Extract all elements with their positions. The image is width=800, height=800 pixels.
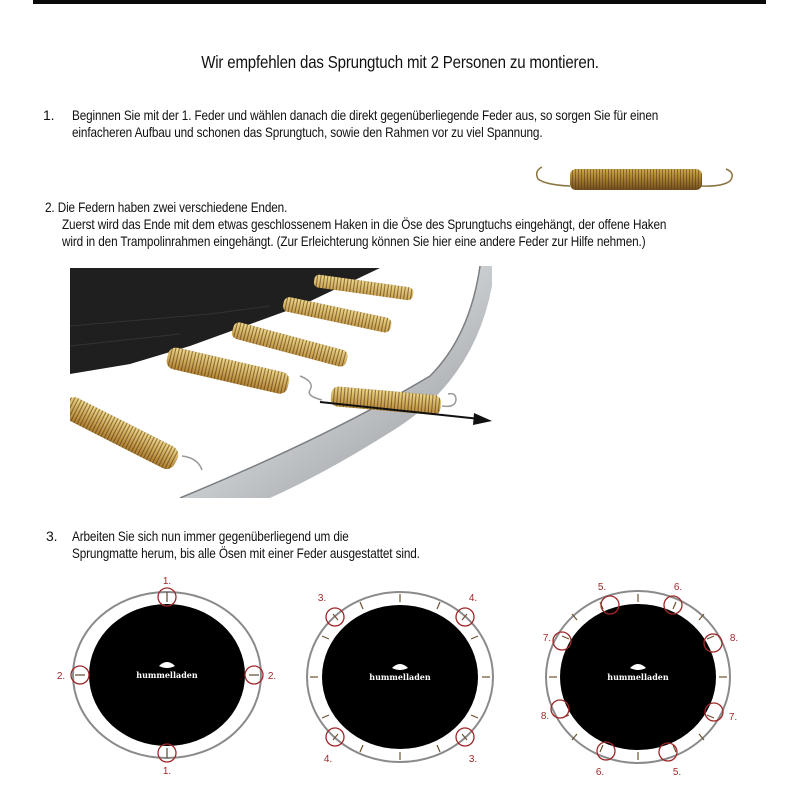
trampoline-diagram-step-1-2 [47, 572, 287, 792]
step-2-line-1: 2. Die Federn haben zwei verschiedene Enden. [45, 199, 288, 215]
svg-text:5.: 5. [672, 767, 682, 778]
spring-icon [528, 161, 740, 195]
svg-text:7.: 7. [728, 712, 738, 723]
step-2 [45, 199, 800, 250]
step-1-number: 1. [43, 107, 55, 123]
brand-logo-text: hummelladen [136, 670, 198, 680]
step-3-line-2: Sprungmatte herum, bis alle Ösen mit einer Feder ausgestattet sind. [72, 545, 420, 561]
svg-text:1.: 1. [162, 576, 172, 587]
top-border-bar [33, 0, 766, 4]
svg-text:2.: 2. [267, 671, 277, 682]
svg-text:4.: 4. [468, 593, 478, 604]
svg-text:3.: 3. [317, 593, 327, 604]
trampoline-diagram-step-3-4 [285, 572, 525, 792]
step-2-line-3: wird in den Trampolinrahmen eingehängt. (Zur Erleichterung können Sie hier eine andere Feder zur Hilfe nehmen.) [62, 233, 646, 249]
svg-text:5.: 5. [597, 582, 607, 593]
page-title: Wir empfehlen das Sprungtuch mit 2 Personen zu montieren. [201, 52, 599, 72]
svg-text:3.: 3. [468, 754, 478, 765]
svg-text:7.: 7. [542, 633, 552, 644]
step-2-line-2: Zuerst wird das Ende mit dem etwas geschlossenem Haken in die Öse des Sprungtuchs eingehängt, der offene Haken [62, 216, 667, 232]
step-1-line-1: Beginnen Sie mit der 1. Feder und wählen danach die direkt gegenüberliegende Feder aus, so sorgen Sie für einen [72, 107, 659, 123]
svg-text:hummelladen: hummelladen [607, 672, 669, 682]
svg-text:8.: 8. [540, 711, 550, 722]
svg-text:1.: 1. [162, 766, 172, 777]
svg-text:2.: 2. [56, 671, 66, 682]
svg-text:8.: 8. [729, 633, 739, 644]
trampoline-springs-photo [70, 266, 492, 498]
svg-text:6.: 6. [673, 582, 683, 593]
svg-text:hummelladen: hummelladen [369, 672, 431, 682]
trampoline-diagram-step-5-8 [520, 572, 760, 792]
step-3-number: 3. [46, 528, 58, 544]
svg-text:4.: 4. [323, 754, 333, 765]
step-1-line-2: einfacheren Aufbau und schonen das Sprungtuch, sowie den Rahmen vor zu viel Spannung. [72, 124, 543, 140]
svg-text:6.: 6. [595, 767, 605, 778]
step-3-line-1: Arbeiten Sie sich nun immer gegenüberliegend um die [72, 528, 349, 544]
